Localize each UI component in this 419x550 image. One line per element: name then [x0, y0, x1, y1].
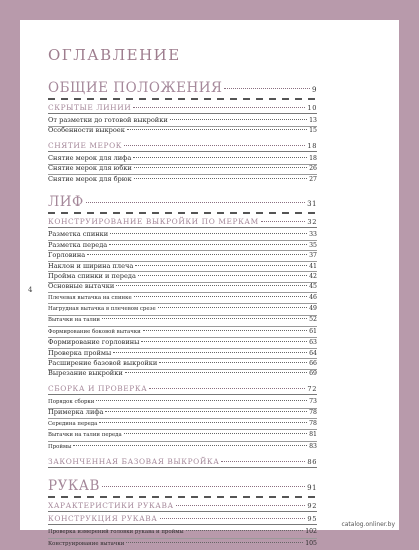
toc-page-number: 69: [309, 370, 317, 378]
toc-subsection[interactable]: [48, 457, 317, 466]
toc-page-number: 9: [312, 86, 317, 94]
dot-leader: [141, 341, 307, 342]
toc-page-number: 92: [307, 502, 317, 511]
page-frame-left: [0, 0, 20, 550]
dot-leader: [176, 505, 306, 506]
toc-page-number: 18: [307, 141, 317, 150]
toc-list: [48, 80, 317, 549]
toc-page-number: 81: [309, 431, 317, 439]
toc-page-number: 18: [309, 154, 317, 162]
toc-page-number: 31: [307, 200, 317, 209]
dot-leader: [133, 107, 305, 108]
toc-label: ХАРАКТЕРИСТИКИ РУКАВА: [48, 501, 174, 511]
toc-label: КОНСТРУИРОВАНИЕ ВЫКРОЙКИ ПО МЕРКАМ: [48, 217, 259, 227]
toc-page-number: 95: [307, 515, 317, 524]
toc-label: Проймы: [48, 443, 72, 450]
toc-subsection[interactable]: [48, 514, 317, 523]
toc-label: Примерка лифа: [48, 408, 104, 417]
toc-page-number: 26: [309, 165, 317, 173]
dot-leader: [133, 157, 307, 158]
toc-page-number: 91: [307, 484, 317, 493]
toc-entry[interactable]: [48, 315, 317, 326]
toc-section-block: [48, 80, 317, 100]
toc-entry[interactable]: [48, 272, 317, 282]
toc-entry[interactable]: [48, 327, 317, 338]
toc-page-number: 45: [309, 283, 317, 291]
dot-leader: [261, 221, 306, 222]
toc-page-number: 83: [309, 442, 317, 450]
dot-leader: [134, 178, 307, 179]
toc-page-number: 49: [309, 305, 317, 313]
page-title: ОГЛАВЛЕНИЕ: [48, 46, 181, 64]
toc-entry[interactable]: [48, 369, 317, 379]
toc-subsection[interactable]: [48, 141, 317, 150]
toc-subsection[interactable]: [48, 217, 317, 226]
toc-label: Формирование горловины: [48, 338, 140, 347]
toc-label: Разметка переда: [48, 240, 108, 249]
watermark: catalog.onliner.by: [341, 521, 395, 528]
dot-leader: [73, 445, 307, 446]
toc-entry[interactable]: [48, 397, 317, 408]
dot-leader: [138, 275, 307, 276]
section-dashed-divider: [48, 496, 317, 498]
toc-label: КОНСТРУКЦИЯ РУКАВА: [48, 514, 158, 524]
toc-page-number: 33: [309, 231, 317, 239]
toc-entry[interactable]: [48, 262, 317, 272]
toc-label: СБОРКА И ПРОВЕРКА: [48, 384, 148, 394]
dot-leader: [124, 433, 307, 434]
toc-entry[interactable]: [48, 230, 317, 240]
toc-label: Конструирование вытачки: [48, 540, 125, 547]
toc-label: Наклон и ширина плеча: [48, 261, 134, 270]
table-of-contents: [48, 46, 317, 549]
page-frame-right: [399, 0, 419, 550]
page-frame-top: [0, 0, 419, 20]
toc-entry[interactable]: [48, 349, 317, 359]
subsection-divider: [48, 394, 317, 395]
toc-entry[interactable]: [48, 164, 317, 174]
dot-leader: [221, 461, 305, 462]
toc-entry[interactable]: [48, 304, 317, 315]
toc-page-number: 86: [307, 458, 317, 467]
toc-label: Формирование боковой вытачки: [48, 328, 141, 335]
subsection-divider: [48, 227, 317, 228]
dot-leader: [105, 411, 307, 412]
toc-label: РУКАВ: [48, 478, 100, 495]
section-dashed-divider: [48, 212, 317, 214]
dot-leader: [126, 542, 303, 543]
toc-label: ОБЩИЕ ПОЛОЖЕНИЯ: [48, 80, 223, 96]
toc-label: Нагрудная вытачка в плечевом срезе: [48, 306, 156, 313]
toc-subsection[interactable]: [48, 103, 317, 112]
dot-leader: [110, 233, 307, 234]
toc-entry[interactable]: [48, 126, 317, 136]
toc-page-number: 35: [309, 241, 317, 249]
toc-entry[interactable]: [48, 251, 317, 261]
dot-leader: [127, 129, 307, 130]
dot-leader: [170, 119, 307, 120]
toc-label: Снятие мерок для лифа: [48, 153, 132, 162]
dot-leader: [143, 330, 307, 331]
dot-leader: [134, 167, 307, 168]
toc-label: ЛИФ: [48, 194, 84, 211]
toc-subsection[interactable]: [48, 384, 317, 393]
toc-page-number: 66: [309, 360, 317, 368]
toc-section[interactable]: [48, 194, 317, 210]
toc-page-number: 27: [309, 175, 317, 183]
subsection-divider: [48, 511, 317, 512]
subsection-divider: [48, 524, 317, 525]
toc-entry[interactable]: [48, 293, 317, 304]
dot-leader: [87, 254, 307, 255]
toc-label: Снятие мерок для брюк: [48, 174, 132, 183]
toc-page-number: 13: [309, 117, 317, 124]
toc-subsection[interactable]: [48, 501, 317, 510]
toc-entry[interactable]: [48, 419, 317, 430]
dot-leader: [124, 145, 305, 146]
toc-label: Середина переда: [48, 420, 98, 427]
toc-label: Проверка проймы: [48, 348, 112, 357]
dot-leader: [135, 265, 307, 266]
dot-leader: [159, 362, 307, 363]
dot-leader: [102, 486, 305, 487]
toc-page-number: 63: [309, 339, 317, 347]
toc-page-number: 42: [309, 272, 317, 280]
toc-entry[interactable]: [48, 430, 317, 441]
dot-leader: [186, 530, 303, 531]
toc-entry[interactable]: [48, 175, 317, 185]
dot-leader: [149, 388, 305, 389]
toc-entry[interactable]: [48, 408, 317, 418]
dot-leader: [113, 352, 307, 353]
toc-section-block: [48, 194, 317, 214]
subsection-divider: [48, 113, 317, 114]
toc-label: Основные вытачки: [48, 282, 115, 291]
toc-label: Снятие мерок для юбки: [48, 164, 132, 173]
toc-label: Вытачки на талии: [48, 317, 101, 324]
toc-page-number: 10: [307, 104, 317, 112]
dot-leader: [109, 244, 307, 245]
toc-entry[interactable]: [48, 442, 317, 453]
toc-entry[interactable]: [48, 154, 317, 164]
dot-leader: [96, 400, 307, 401]
toc-label: Расширение базовой выкройки: [48, 359, 158, 368]
dot-leader: [224, 88, 310, 89]
dot-leader: [99, 422, 307, 423]
toc-section[interactable]: [48, 478, 317, 494]
toc-section-block: [48, 478, 317, 498]
toc-label: Особенности выкроек: [48, 126, 125, 135]
dot-leader: [134, 296, 307, 297]
toc-label: Пройма спинки и переда: [48, 271, 136, 280]
toc-entry[interactable]: [48, 359, 317, 369]
subsection-divider: [48, 151, 317, 152]
toc-page-number: 41: [309, 262, 317, 270]
toc-label: ЗАКОНЧЕННАЯ БАЗОВАЯ ВЫКРОЙКА: [48, 457, 220, 467]
toc-page-number: 105: [305, 539, 317, 547]
toc-label: Горловина: [48, 251, 86, 260]
toc-page-number: 64: [309, 349, 317, 357]
toc-label: Порядок сборки: [48, 399, 95, 406]
dot-leader: [158, 307, 307, 308]
subsection-divider: [48, 467, 317, 468]
toc-label: Проверка измерений головки рукава и проймы: [48, 529, 184, 536]
toc-entry[interactable]: [48, 282, 317, 292]
toc-page-number: 15: [309, 127, 317, 135]
toc-page-number: 73: [309, 398, 317, 406]
toc-label: Плечевая вытачка на спинке: [48, 294, 132, 301]
toc-label: Вырезание выкройки: [48, 369, 123, 378]
toc-entry[interactable]: [48, 527, 317, 538]
toc-section[interactable]: [48, 80, 317, 96]
toc-entry[interactable]: [48, 241, 317, 251]
dot-leader: [160, 518, 306, 519]
page-number: 4: [28, 286, 33, 294]
toc-entry[interactable]: [48, 338, 317, 348]
toc-page-number: 102: [305, 528, 317, 536]
toc-label: СНЯТИЕ МЕРОК: [48, 140, 123, 150]
toc-page-number: 52: [309, 316, 317, 324]
toc-page-number: 78: [309, 419, 317, 427]
toc-entry[interactable]: [48, 539, 317, 550]
toc-label: СКРЫТЫЕ ЛИНИИ: [48, 103, 132, 112]
dot-leader: [116, 285, 307, 286]
dot-leader: [125, 372, 307, 373]
toc-page-number: 78: [309, 409, 317, 417]
toc-page-number: 61: [309, 327, 317, 335]
toc-page-number: 37: [309, 252, 317, 260]
toc-page-number: 72: [307, 385, 317, 394]
toc-label: От разметки до готовой выкройки: [48, 116, 168, 124]
dot-leader: [86, 202, 305, 203]
section-dashed-divider: [48, 98, 317, 100]
toc-page-number: 32: [307, 218, 317, 227]
dot-leader: [102, 318, 307, 319]
toc-label: Вытачки на талии переда: [48, 432, 122, 439]
toc-entry[interactable]: [48, 116, 317, 126]
toc-label: Разметка спинки: [48, 230, 109, 239]
toc-page-number: 46: [309, 293, 317, 301]
